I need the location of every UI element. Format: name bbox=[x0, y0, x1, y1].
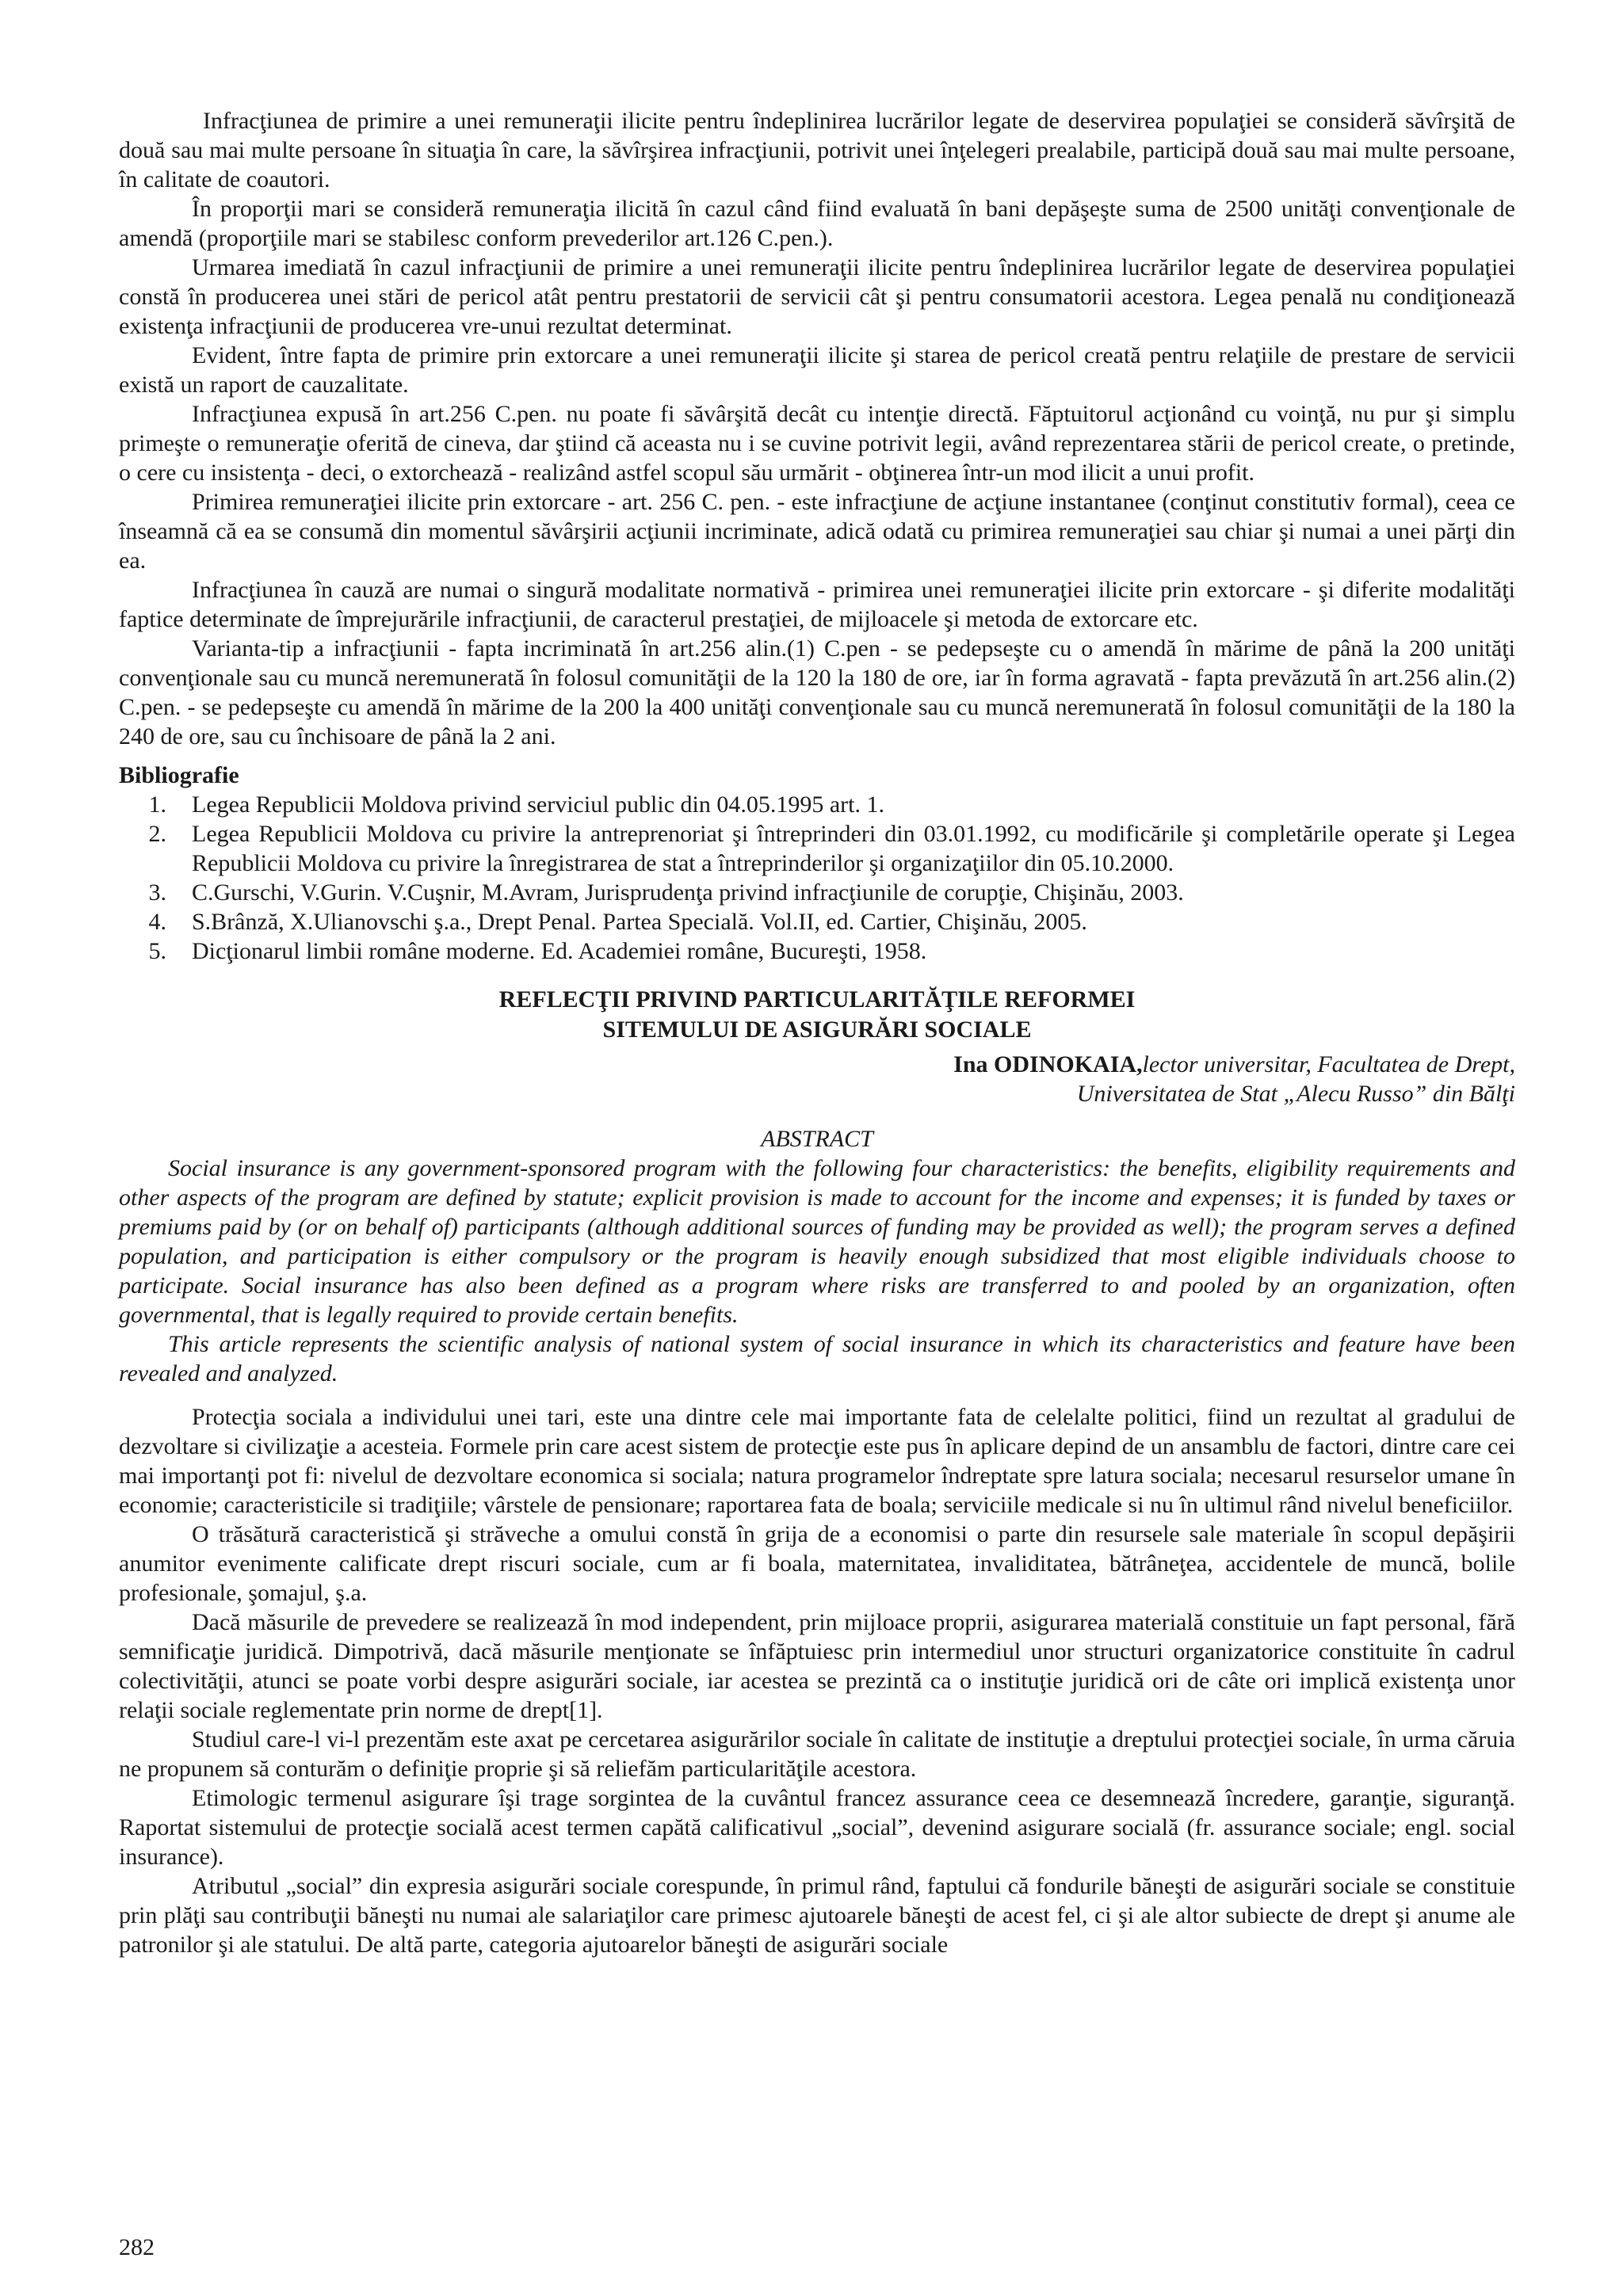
author-name: Ina ODINOKAIA, bbox=[953, 1051, 1143, 1077]
bibliography-item-text: Dicţionarul limbii române moderne. Ed. Academiei române, Bucureşti, 1958. bbox=[192, 938, 927, 964]
paragraph: Etimologic termenul asigurare îşi trage sorgintea de la cuvântul francez assurance ceea ce desemnează încredere, garanţie, siguranţă. Raportat sistemului de protecţie socială acest termen capătă calificativul „social”, devenind asigurare socială (fr. assurance sociale; engl. social insurance). bbox=[119, 1785, 1515, 1870]
bibliography-item-text: Legea Republicii Moldova cu privire la antreprenoriat şi întreprinderi din 03.01.1992, cu modificările şi completările operate şi Legea Republicii Moldova cu privire la înregistrarea de stat a întreprinderilor şi organizaţiilor din 05.10.2000. bbox=[192, 821, 1515, 876]
paragraph: Protecţia sociala a individului unei tari, este una dintre cele mai importante fata de celelalte politici, fiind un rezultat al gradului de dezvoltare si civilizaţie a acesteia. Formele prin care acest sistem de protecţie este pus în aplicare depind de un ansamblu de factori, dintre care cei mai importanţi pot fi: nivelul de dezvoltare economica si sociala; natura programelor îndreptate spre latura sociala; necesarul resurselor umane în economie; caracteristicile si tradiţiile; vârstele de pensionare; raportarea fata de boala; serviciile medicale si nu în ultimul rând nivelul beneficiilor. bbox=[119, 1404, 1515, 1518]
author-affiliation: lector universitar, Facultatea de Drept, bbox=[1142, 1051, 1515, 1077]
bibliography-item-text: S.Brânză, X.Ulianovschi ş.a., Drept Penal. Partea Specială. Vol.II, ed. Cartier, Chişinău, 2005. bbox=[192, 909, 1087, 935]
paragraph: Varianta-tip a infracţiunii - fapta incriminată în art.256 alin.(1) C.pen - se pedepseşte cu o amendă în mărime de până la 200 unităţi convenţionale sau cu muncă neremunerată în folosul comunităţii de la 120 la 180 de ore, iar în forma agravată - fapta prevăzută în art.256 alin.(2) C.pen. - se pedepseşte cu amendă în mărime de la 200 la 400 unităţi convenţionale sau cu muncă neremunerată în folosul comunităţii de la 180 la 240 de ore, sau cu închisoare de până la 2 ani. bbox=[119, 635, 1515, 749]
bibliography-item-number: 5. bbox=[148, 938, 166, 964]
bibliography-item-number: 2. bbox=[148, 821, 166, 847]
bibliography-heading: Bibliografie bbox=[119, 762, 239, 788]
paragraph: Dacă măsurile de prevedere se realizează în mod independent, prin mijloace proprii, asigurarea materială constituie un fapt personal, fără semnificaţie juridică. Dimpotrivă, dacă măsurile menţionate se înfăptuiesc prin intermediul unor structuri organizatorice constituite în cadrul colectivităţii, atunci se poate vorbi despre asigurări sociale, iar acestea se prezintă ca o instituţie juridică ori de câte ori implică existenţa unor relaţii sociale reglementate prin norme de drept[1]. bbox=[119, 1609, 1515, 1723]
author-block bbox=[119, 1050, 1515, 1108]
paragraph: Atributul „social” din expresia asigurări sociale corespunde, în primul rând, faptului că fondurile băneşti de asigurări sociale se constituie prin plăţi sau contribuţii băneşti nu numai ale salariaţilor care primesc ajutoarele băneşti de acest fel, ci şi ale altor subiecte de drept şi anume ale patronilor şi ale statului. De altă parte, categoria ajutoarelor băneşti de asigurări sociale bbox=[119, 1873, 1515, 1958]
page-number: 282 bbox=[119, 2234, 155, 2260]
bibliography-item bbox=[119, 907, 1515, 936]
article-title bbox=[119, 985, 1515, 1045]
paragraph: O trăsătură caracteristică şi străveche a omului constă în grija de a economisi o parte din resursele sale materiale în scopul depăşirii anumitor evenimente calificate drept riscuri sociale, cum ar fi boala, maternitatea, invaliditatea, bătrâneţea, accidentele de muncă, bolile profesionale, şomajul, ş.a. bbox=[119, 1521, 1515, 1606]
page-content bbox=[119, 106, 1515, 1959]
paragraph: Studiul care-l vi-l prezentăm este axat pe cercetarea asigurărilor sociale în calitate de instituţie a dreptului protecţiei sociale, în urma căruia ne propunem să conturăm o definiţie proprie şi să reliefăm particularităţile acestora. bbox=[119, 1726, 1515, 1782]
section-previous-article bbox=[119, 106, 1515, 751]
abstract bbox=[119, 1124, 1515, 1388]
article-header bbox=[119, 985, 1515, 1108]
bibliography-item-number: 4. bbox=[148, 909, 166, 935]
paragraph: În proporţii mari se consideră remuneraţia ilicită în cazul când fiind evaluată în bani depăşeşte suma de 2500 unităţi convenţionale de amendă (proporţiile mari se stabilesc conform prevederilor art.126 C.pen.). bbox=[119, 196, 1515, 251]
paragraph: Primirea remuneraţiei ilicite prin extorcare - art. 256 C. pen. - este infracţiune de acţiune instantanee (conţinut constitutiv formal), ceea ce înseamnă că ea se consumă din momentul săvârşirii acţiunii incriminate, adică odată cu primirea remuneraţiei sau chiar şi numai a unei părţi din ea. bbox=[119, 489, 1515, 574]
article-body bbox=[119, 1402, 1515, 1959]
bibliography-item-text: C.Gurschi, V.Gurin. V.Cuşnir, M.Avram, Jurisprudenţa privind infracţiunile de corupţie, Chişinău, 2003. bbox=[192, 879, 1184, 906]
bibliography-item-number: 3. bbox=[148, 879, 166, 906]
bibliography-item bbox=[119, 790, 1515, 819]
bibliography bbox=[119, 761, 1515, 966]
abstract-paragraph: Social insurance is any government-sponsored program with the following four characteristics: the benefits, eligibility requirements and other aspects of the program are defined by statute; explicit provision is made to account for the income and expenses; it is funded by taxes or premiums paid by (or on behalf of) participants (although additional sources of funding may be provided as well); the program serves a defined population, and participation is either compulsory or the program is heavily enough subsidized that most eligible individuals choose to participate. Social insurance has also been defined as a program where risks are transferred to and pooled by an organization, often governmental, that is legally required to provide certain benefits. bbox=[119, 1155, 1515, 1328]
bibliography-list bbox=[119, 790, 1515, 966]
article-title-line: REFLECŢII PRIVIND PARTICULARITĂŢILE REFORMEI bbox=[498, 986, 1136, 1013]
bibliography-item bbox=[119, 819, 1515, 878]
bibliography-item-text: Legea Republicii Moldova privind serviciul public din 04.05.1995 art. 1. bbox=[192, 791, 884, 818]
article-title-line: SITEMULUI DE ASIGURĂRI SOCIALE bbox=[602, 1016, 1032, 1043]
bibliography-item bbox=[119, 936, 1515, 966]
author-university: Universitatea de Stat „Alecu Russo” din Bălţi bbox=[1076, 1081, 1515, 1107]
paragraph: Infracţiunea în cauză are numai o singură modalitate normativă - primirea unei remuneraţiei ilicite prin extorcare - şi diferite modalităţi faptice determinate de împrejurările infracţiunii, de caracterul prestaţiei, de mijloacele şi metoda de extorcare etc. bbox=[119, 577, 1515, 632]
spacer bbox=[119, 1388, 1515, 1402]
bibliography-item-number: 1. bbox=[148, 791, 166, 818]
abstract-heading: ABSTRACT bbox=[761, 1126, 873, 1152]
paragraph: Infracţiunea expusă în art.256 C.pen. nu poate fi săvârşită decât cu intenţie directă. Făptuitorul acţionând cu voinţă, nu pur şi simplu primeşte o remuneraţie oferită de cineva, dar ştiind că aceasta nu i se cuvine potrivit legii, având reprezentarea stării de pericol create, o pretinde, o cere cu insistenţa - deci, o extorchează - realizând astfel scopul său urmărit - obţinerea într-un mod ilicit a unui profit. bbox=[119, 401, 1515, 486]
paragraph: Urmarea imediată în cazul infracţiunii de primire a unei remuneraţii ilicite pentru îndeplinirea lucrărilor legate de deservirea populaţiei constă în producerea unei stări de pericol atât pentru prestatorii de servicii cât şi pentru consumatorii acestora. Legea penală nu condiţionează existenţa infracţiunii de producerea vre-unui rezultat determinat. bbox=[119, 254, 1515, 339]
bibliography-item bbox=[119, 878, 1515, 907]
paragraph: Infracţiunea de primire a unei remuneraţii ilicite pentru îndeplinirea lucrărilor legate de deservirea populaţiei se consideră săvîrşită de două sau mai multe persoane în situaţia în care, la săvîrşirea infracţiunii, potrivit unei înţelegeri prealabile, participă două sau mai multe persoane, în calitate de coautori. bbox=[119, 108, 1515, 193]
paragraph: Evident, între fapta de primire prin extorcare a unei remuneraţii ilicite şi starea de pericol creată pentru relaţiile de prestare de servicii există un raport de cauzalitate. bbox=[119, 342, 1515, 398]
abstract-paragraph: This article represents the scientific analysis of national system of social insurance in which its characteristics and feature have been revealed and analyzed. bbox=[119, 1331, 1515, 1386]
